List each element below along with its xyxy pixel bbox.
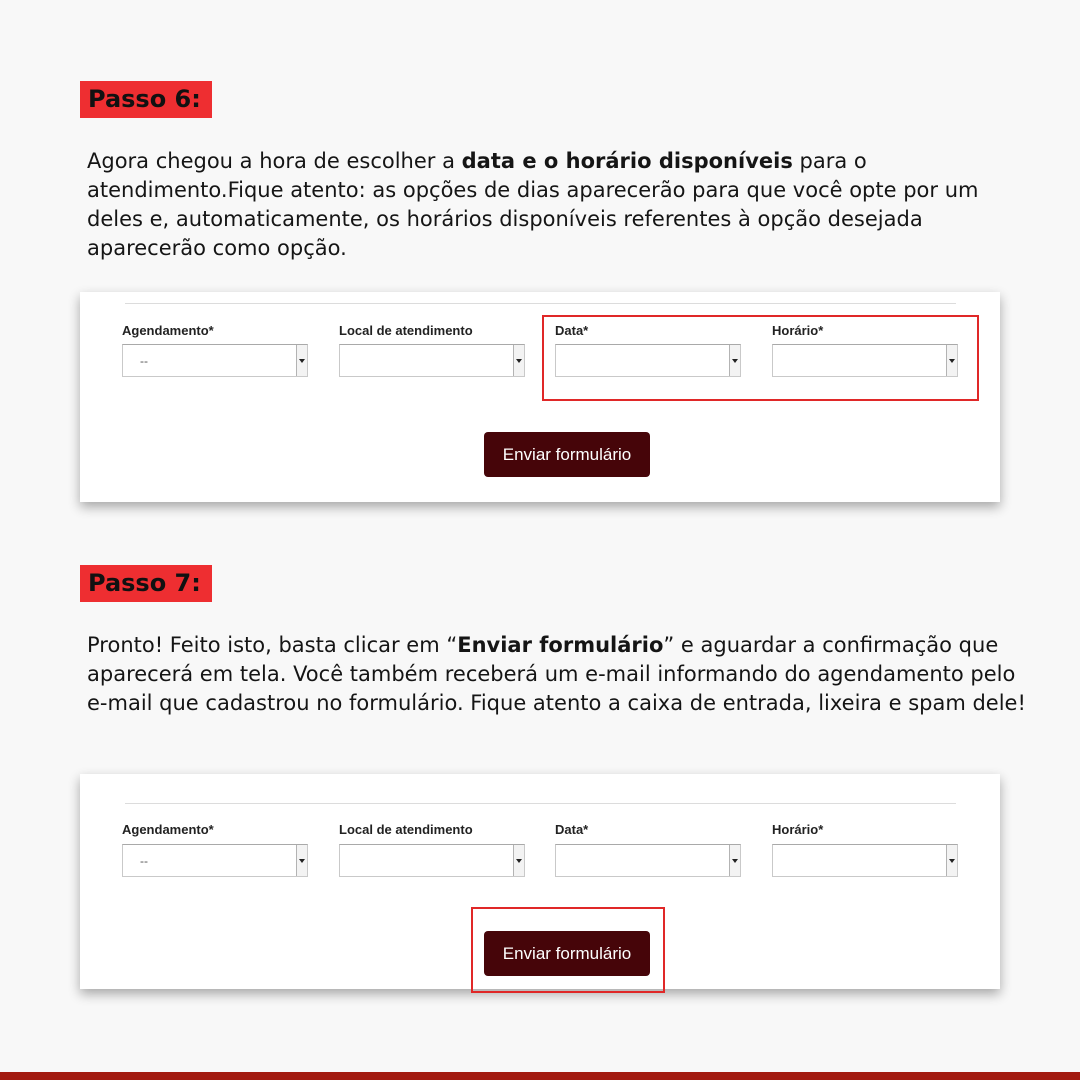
horario-select[interactable] — [772, 844, 958, 877]
horario-label: Horário* — [772, 323, 824, 338]
local-atendimento-select[interactable] — [339, 344, 525, 377]
chevron-down-icon — [946, 845, 957, 876]
chevron-down-icon — [296, 345, 307, 376]
agendamento-label: Agendamento* — [122, 822, 214, 837]
form-divider — [125, 303, 956, 304]
data-label: Data* — [555, 323, 589, 338]
step-7-badge: Passo 7: — [80, 565, 212, 602]
submit-form-button[interactable]: Enviar formulário — [484, 931, 650, 976]
local-atendimento-select[interactable] — [339, 844, 525, 877]
step-7-text-part2: ” e aguardar a confirmação que aparecerá em tela. Você também receberá um e-mail informando do agendamento pelo e-mail que cadastrou no formulário. Fique atento a caixa de entrada, lixeira e spam dele! — [87, 633, 1026, 715]
agendamento-select[interactable] — [122, 844, 308, 877]
form-divider — [125, 803, 956, 804]
submit-form-button[interactable]: Enviar formulário — [484, 432, 650, 477]
local-atendimento-label: Local de atendimento — [339, 822, 473, 837]
chevron-down-icon — [729, 345, 740, 376]
data-select[interactable] — [555, 344, 741, 377]
data-select[interactable] — [555, 844, 741, 877]
step-6-instructions — [87, 147, 1037, 263]
step-6-text-bold: data e o horário disponíveis — [461, 149, 793, 173]
agendamento-value: -- — [140, 854, 148, 868]
chevron-down-icon — [513, 345, 524, 376]
footer-bar — [0, 1072, 1080, 1080]
horario-label: Horário* — [772, 822, 824, 837]
step-6-form-screenshot — [80, 292, 1000, 502]
step-7-text-part1: Pronto! Feito isto, basta clicar em “ — [87, 633, 458, 657]
chevron-down-icon — [729, 845, 740, 876]
chevron-down-icon — [946, 345, 957, 376]
step-6-badge: Passo 6: — [80, 81, 212, 118]
chevron-down-icon — [513, 845, 524, 876]
step-7-instructions — [87, 631, 1037, 718]
agendamento-value: -- — [140, 354, 148, 368]
data-label: Data* — [555, 822, 589, 837]
step-7-text-bold: Enviar formulário — [457, 633, 664, 657]
local-atendimento-label: Local de atendimento — [339, 323, 473, 338]
horario-select[interactable] — [772, 344, 958, 377]
step-6-text-part1: Agora chegou a hora de escolher a — [87, 149, 462, 173]
agendamento-label: Agendamento* — [122, 323, 214, 338]
step-6-text-part2: para o atendimento.Fique atento: as opções de dias aparecerão para que você opte por um deles e, automaticamente, os horários disponíveis referentes à opção desejada aparecerão como opção. — [87, 149, 979, 260]
agendamento-select[interactable] — [122, 344, 308, 377]
chevron-down-icon — [296, 845, 307, 876]
step-7-form-screenshot — [80, 774, 1000, 989]
